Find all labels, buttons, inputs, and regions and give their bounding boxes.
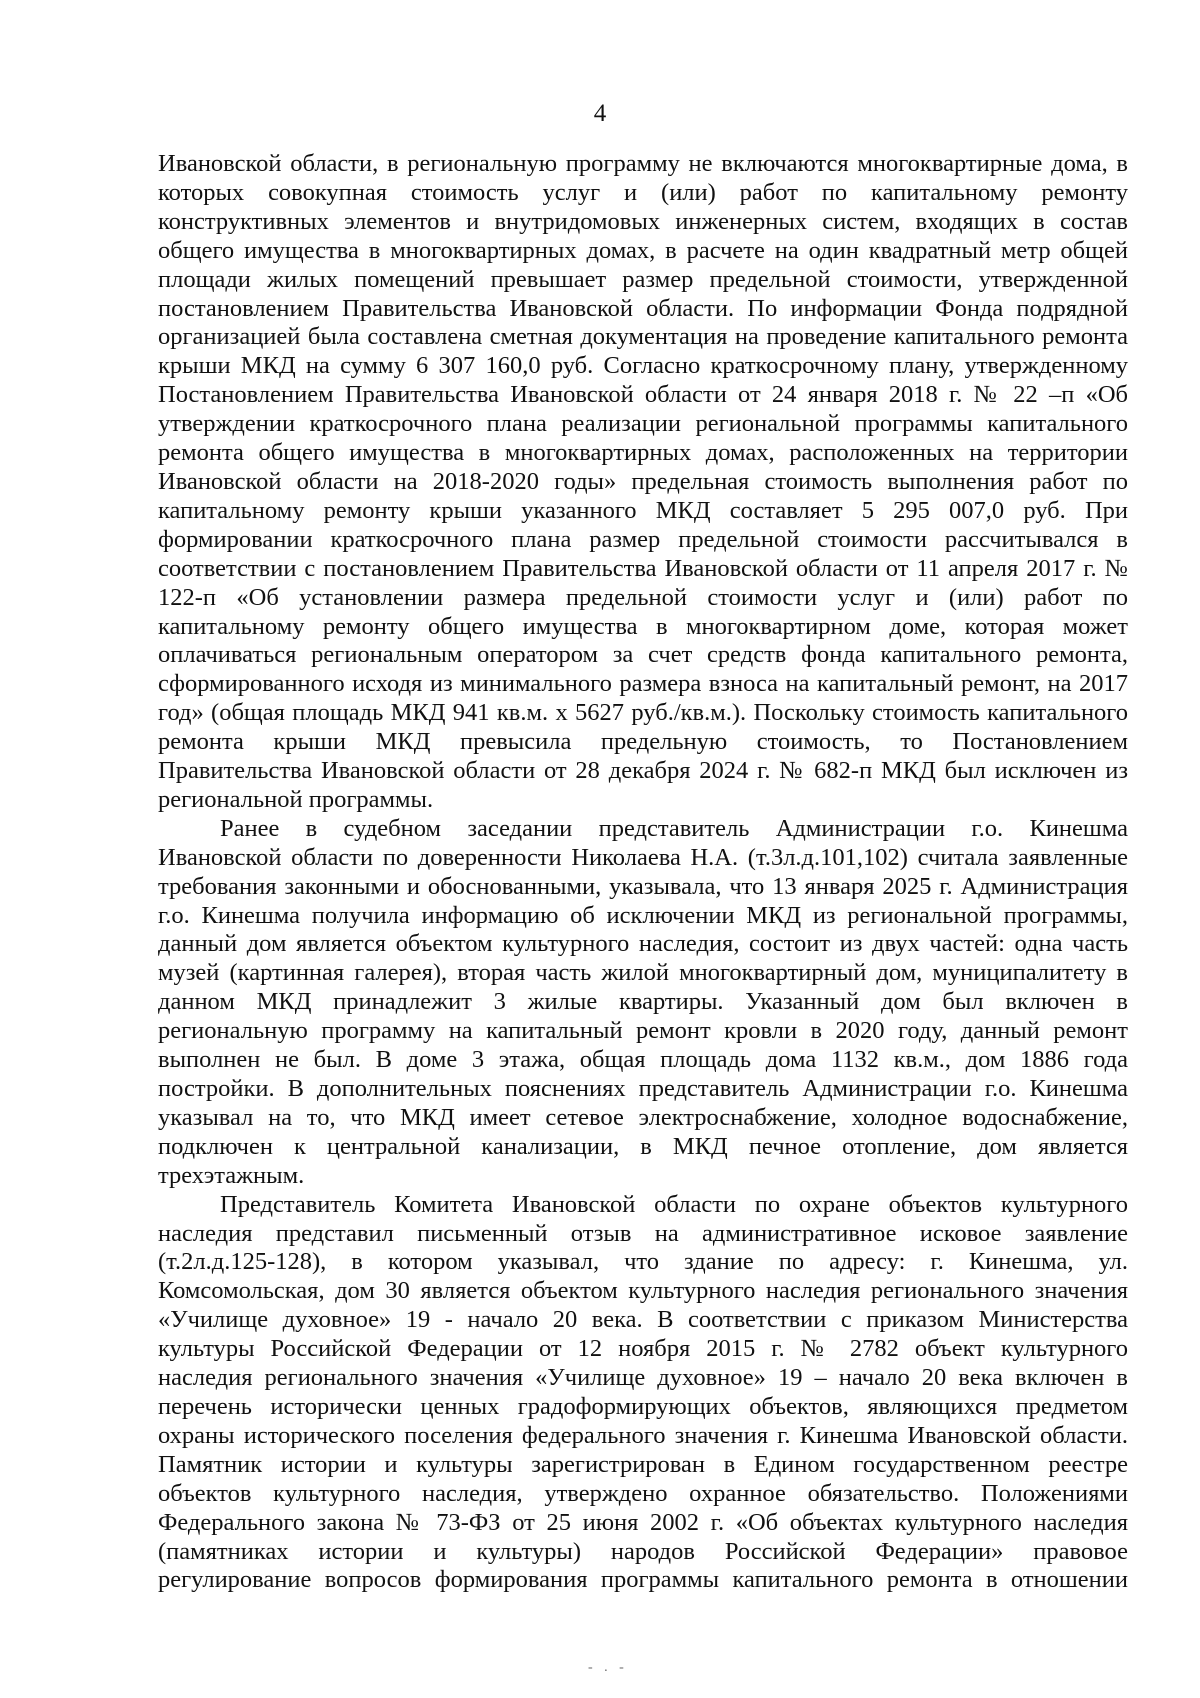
text-line: капитальному ремонту крыши указанного МКД составляет 5 295 007,0 руб. При <box>158 496 1128 524</box>
text-line: Постановлением Правительства Ивановской области от 24 января 2018 г. № 22 –п «Об <box>158 381 1128 409</box>
text-line: организацией была составлена сметная документация на проведение капитального ремонта <box>158 323 1128 351</box>
text-line: объектов культурного наследия, утверждено охранное обязательство. Положениями <box>158 1479 1128 1507</box>
text-line: которых совокупная стоимость услуг и (или) работ по капитальному ремонту <box>158 178 1128 206</box>
text-line: ремонта крыши МКД превысила предельную стоимость, то Постановлением <box>158 728 1128 756</box>
text-line: культуры Российской Федерации от 12 ноября 2015 г. № 2782 объект культурного <box>158 1335 1128 1363</box>
text-line: региональной программы. <box>158 785 434 813</box>
text-line: соответствии с постановлением Правительства Ивановской области от 11 апреля 2017 г. № <box>158 554 1128 582</box>
text-line: данный дом является объектом культурного наследия, состоит из двух частей: одна часть <box>158 930 1128 958</box>
text-line: г.о. Кинешма получила информацию об исключении МКД из региональной программы, <box>158 901 1128 929</box>
text-line: выполнен не был. В доме 3 этажа, общая площадь дома 1132 кв.м., дом 1886 года <box>158 1046 1128 1074</box>
text-line: формировании краткосрочного плана размер предельной стоимости рассчитывался в <box>158 525 1128 553</box>
text-line: (т.2л.д.125-128), в котором указывал, что здание по адресу: г. Кинешма, ул. <box>158 1248 1128 1276</box>
text-line: трехэтажным. <box>158 1161 305 1189</box>
text-line: 122-п «Об установлении размера предельной стоимости услуг и (или) работ по <box>158 583 1128 611</box>
text-line: наследия представил письменный отзыв на административное исковое заявление <box>158 1219 1128 1247</box>
text-line: утверждении краткосрочного плана реализации региональной программы капитального <box>158 410 1128 438</box>
text-line: требования законными и обоснованными, указывала, что 13 января 2025 г. Администрация <box>158 872 1128 900</box>
text-line: региональную программу на капитальный ремонт кровли в 2020 году, данный ремонт <box>158 1017 1128 1045</box>
text-line: капитальному ремонту общего имущества в многоквартирном доме, которая может <box>158 612 1128 640</box>
text-line: указывал на то, что МКД имеет сетевое электроснабжение, холодное водоснабжение, <box>158 1103 1128 1131</box>
text-line: крыши МКД на сумму 6 307 160,0 руб. Согласно краткосрочному плану, утвержденному <box>158 352 1128 380</box>
text-line: сформированного исходя из минимального размера взноса на капитальный ремонт, на 2017 <box>158 670 1128 698</box>
text-line: (памятниках истории и культуры) народов Российской Федерации» правовое <box>158 1537 1128 1565</box>
text-line: перечень исторически ценных градоформирующих объектов, являющихся предметом <box>158 1392 1128 1420</box>
text-line: Ивановской области, в региональную программу не включаются многоквартирные дома, в <box>158 150 1128 177</box>
text-line: Правительства Ивановской области от 28 декабря 2024 г. № 682-п МКД был исключен из <box>158 757 1128 785</box>
text-line: Комсомольская, дом 30 является объектом культурного наследия регионального значения <box>158 1277 1128 1305</box>
text-line: конструктивных элементов и внутридомовых инженерных систем, входящих в состав <box>158 207 1128 235</box>
text-line: Ранее в судебном заседании представитель Администрации г.о. Кинешма <box>220 814 1128 842</box>
text-line: музей (картинная галерея), вторая часть жилой многоквартирный дом, муниципалитету в <box>158 959 1128 987</box>
text-line: год» (общая площадь МКД 941 кв.м. х 5627 руб./кв.м.). Поскольку стоимость капитального <box>158 699 1128 727</box>
text-line: Представитель Комитета Ивановской области по охране объектов культурного <box>220 1190 1128 1218</box>
text-line: регулирование вопросов формирования программы капитального ремонта в отношении <box>158 1566 1128 1594</box>
text-line: охраны исторического поселения федерального значения г. Кинешма Ивановской области. <box>158 1421 1128 1449</box>
paragraph-heritage-committee <box>158 1191 1128 1596</box>
text-line: Памятник истории и культуры зарегистрирован в Едином государственном реестре <box>158 1450 1128 1478</box>
text-line: оплачиваться региональным оператором за счет средств фонда капитального ремонта, <box>158 641 1128 669</box>
text-line: подключен к центральной канализации, в МКД печное отопление, дом является <box>158 1132 1128 1160</box>
text-line: данном МКД принадлежит 3 жилые квартиры. Указанный дом был включен в <box>158 988 1128 1016</box>
text-line: постройки. В дополнительных пояснениях представитель Администрации г.о. Кинешма <box>158 1075 1128 1102</box>
document-body <box>158 150 1128 1595</box>
paragraph-regional-program <box>158 150 1128 815</box>
text-line: «Училище духовное» 19 - начало 20 века. В соответствии с приказом Министерства <box>158 1306 1128 1334</box>
scan-artifact-mark: - . - <box>588 1660 628 1675</box>
paragraph-administration-position <box>158 815 1128 1191</box>
text-line: Федерального закона № 73-ФЗ от 25 июня 2002 г. «Об объектах культурного наследия <box>158 1508 1128 1536</box>
text-line: ремонта общего имущества в многоквартирных домах, расположенных на территории <box>158 439 1128 467</box>
page-number: 4 <box>593 100 607 127</box>
text-line: общего имущества в многоквартирных домах, в расчете на один квадратный метр общей <box>158 236 1128 264</box>
text-line: наследия регионального значения «Училище духовное» 19 – начало 20 века включен в <box>158 1364 1128 1392</box>
text-line: площади жилых помещений превышает размер предельной стоимости, утвержденной <box>158 265 1128 293</box>
text-line: Ивановской области на 2018-2020 годы» предельная стоимость выполнения работ по <box>158 467 1128 495</box>
text-line: Ивановской области по доверенности Николаева Н.А. (т.3л.д.101,102) считала заявленные <box>158 843 1128 871</box>
text-line: постановлением Правительства Ивановской области. По информации Фонда подрядной <box>158 294 1128 322</box>
